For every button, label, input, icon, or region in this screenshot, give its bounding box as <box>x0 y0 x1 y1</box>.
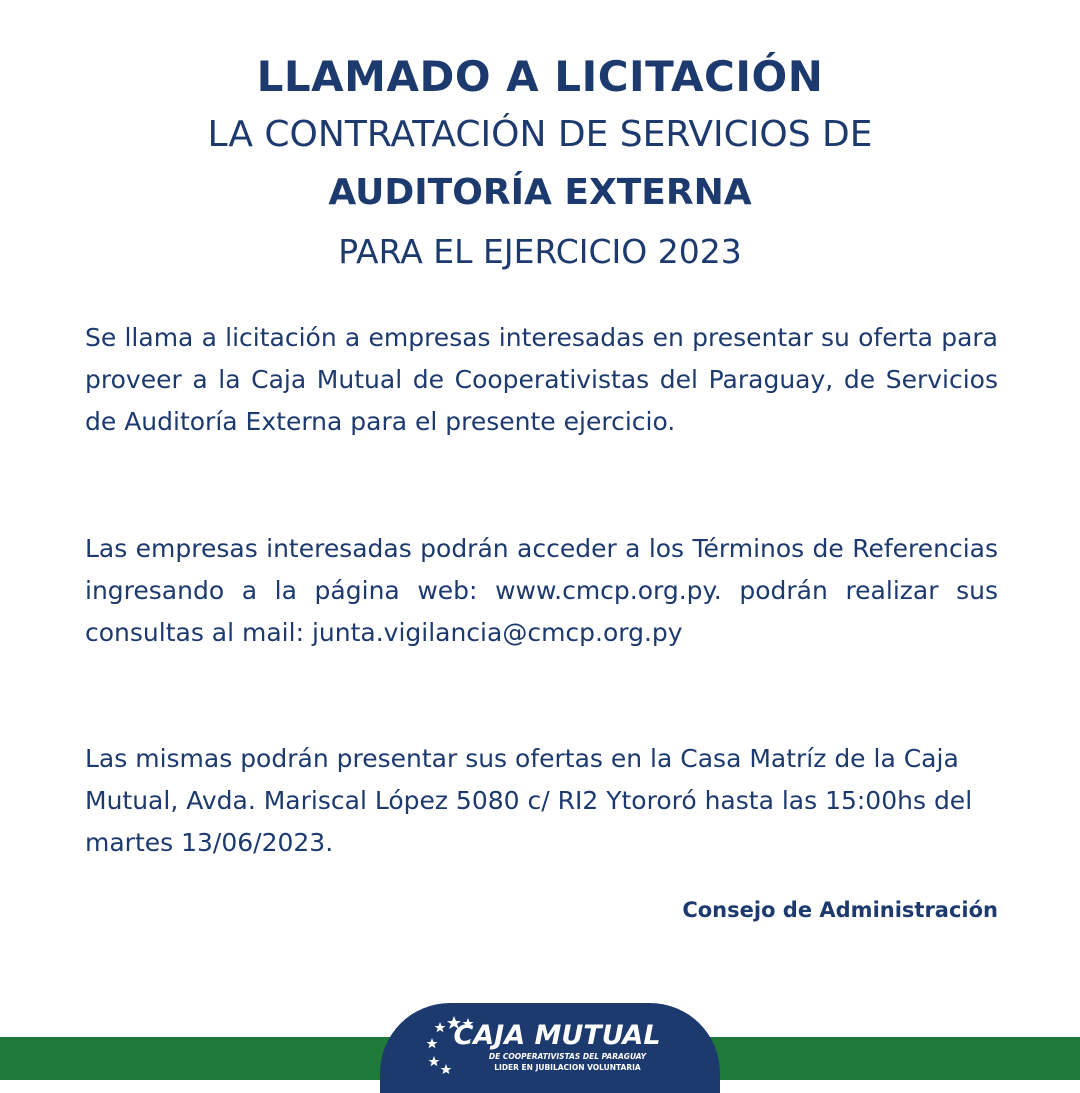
body-paragraph-2: Las empresas interesadas podrán acceder a los Términos de Referencias ingresando a la página web: www.cmcp.org.py. podrán realizar sus consultas al mail: junta.vigilancia@cmcp.org.py <box>85 534 998 647</box>
headline-title: LLAMADO A LICITACIÓN <box>256 52 824 101</box>
logo-name: CAJA MUTUAL <box>453 1020 661 1051</box>
body-paragraph-3: Las mismas podrán presentar sus ofertas en la Casa Matríz de la Caja Mutual, Avda. Mariscal López 5080 c/ RI2 Ytororó hasta las 15:00hs del martes 13/06/2023. <box>85 744 973 857</box>
body-paragraph-1: Se llama a licitación a empresas interesadas en presentar su oferta para proveer a la Caja Mutual de Cooperativistas del Paraguay, de Servicios de Auditoría Externa para el presente ejercicio. <box>85 323 998 436</box>
logo-tagline: LIDER EN JUBILACION VOLUNTARIA <box>494 1063 641 1072</box>
headline-subtitle-3: PARA EL EJERCICIO 2023 <box>338 232 742 271</box>
signature: Consejo de Administración <box>682 898 998 922</box>
headline-subtitle-1: LA CONTRATACIÓN DE SERVICIOS DE <box>207 114 873 155</box>
logo-subtitle: DE COOPERATIVISTAS DEL PARAGUAY <box>488 1052 647 1061</box>
headline-subtitle-2: AUDITORÍA EXTERNA <box>328 172 752 213</box>
